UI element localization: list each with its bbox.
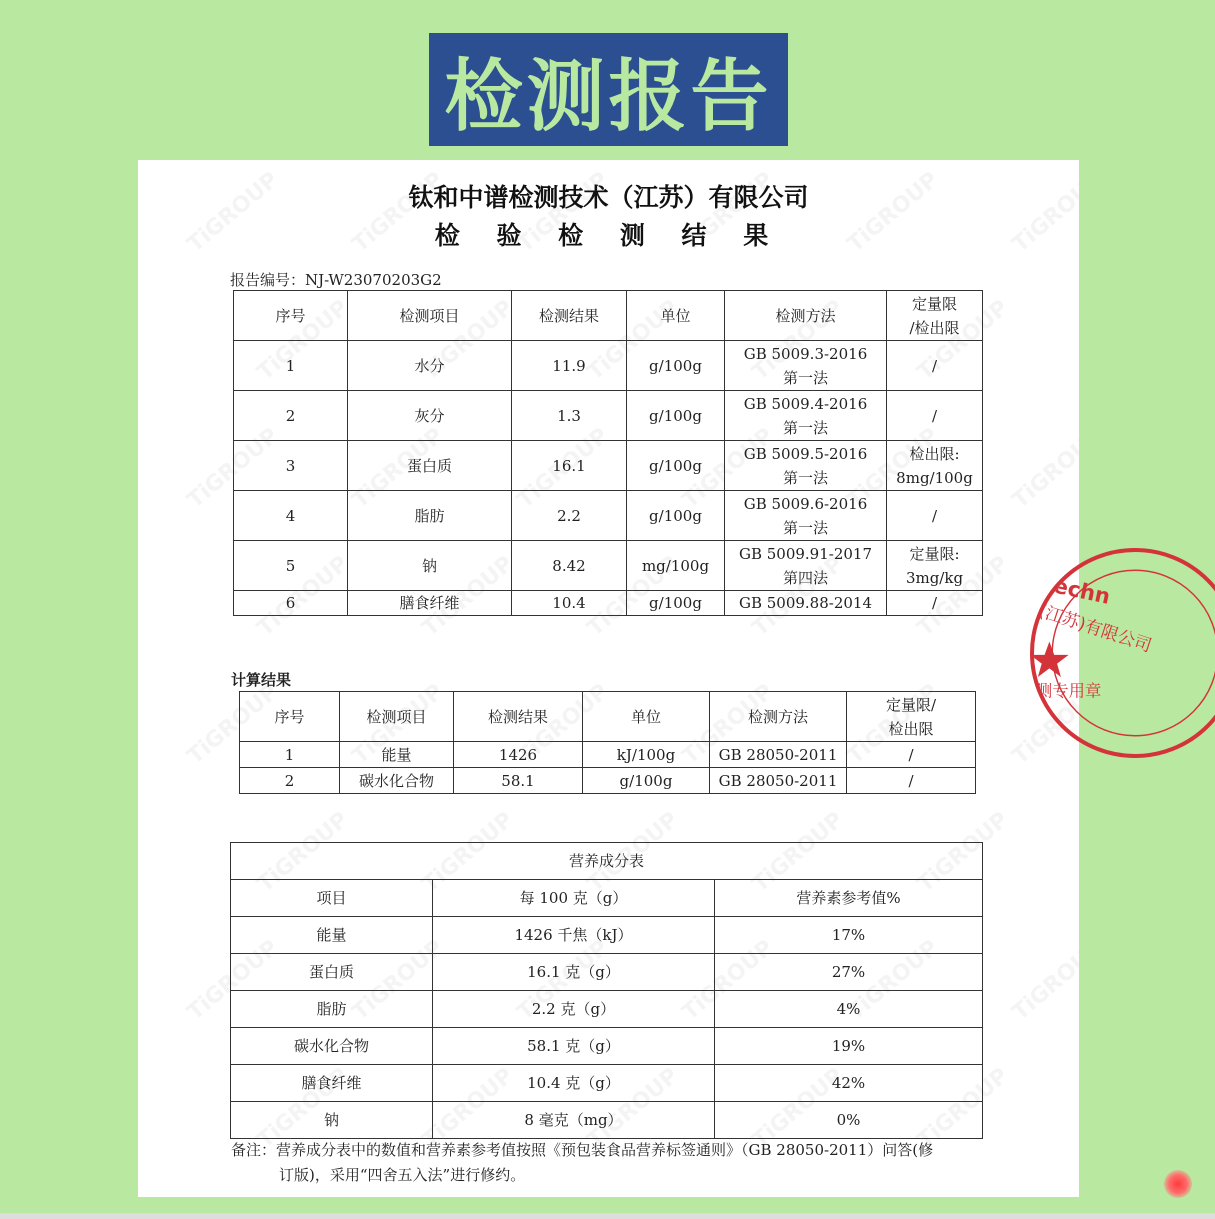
- table-cell: /: [847, 768, 976, 794]
- table-row: [231, 1102, 983, 1139]
- report-number: 报告编号：NJ-W23070203G2: [230, 271, 442, 289]
- table-cell: 4: [234, 491, 348, 541]
- calc-header-row: [240, 692, 976, 742]
- header-cell: 营养素参考值%: [715, 880, 983, 917]
- table-cell: 1: [234, 341, 348, 391]
- table-cell: 膳食纤维: [231, 1065, 433, 1102]
- table-row: [234, 341, 983, 391]
- table-row: [234, 491, 983, 541]
- table-cell: 17%: [715, 917, 983, 954]
- note-line-2: 订版)，采用“四舍五入法”进行修约。: [279, 1166, 526, 1184]
- table-cell: g/100g: [627, 391, 725, 441]
- table-cell: 8.42: [512, 541, 627, 591]
- table-cell: GB 5009.5-2016 第一法: [725, 441, 887, 491]
- calc-results-label: 计算结果: [231, 671, 292, 689]
- nutrition-table: [230, 842, 983, 1139]
- table-cell: 19%: [715, 1028, 983, 1065]
- header-cell: 检测方法: [710, 692, 847, 742]
- table-cell: 6: [234, 591, 348, 616]
- header-cell: 单位: [583, 692, 710, 742]
- header-cell: 检测结果: [454, 692, 583, 742]
- title-banner: [429, 33, 788, 146]
- table-cell: 58.1: [454, 768, 583, 794]
- table-cell: GB 5009.88-2014: [725, 591, 887, 616]
- table-cell: 1.3: [512, 391, 627, 441]
- header-cell: 检测方法: [725, 291, 887, 341]
- header-cell: 检测结果: [512, 291, 627, 341]
- table-cell: GB 5009.4-2016 第一法: [725, 391, 887, 441]
- table-cell: mg/100g: [627, 541, 725, 591]
- table-cell: 检出限: 8mg/100g: [887, 441, 983, 491]
- header-cell: 单位: [627, 291, 725, 341]
- table-cell: 1: [240, 742, 340, 768]
- seal-graphic: [1034, 552, 1215, 754]
- table-cell: /: [887, 591, 983, 616]
- table-cell: 42%: [715, 1065, 983, 1102]
- watermark-logo: [1078, 295, 1079, 385]
- table-cell: 能量: [340, 742, 454, 768]
- table-cell: 10.4: [512, 591, 627, 616]
- watermark-logo: [1078, 1063, 1079, 1153]
- table-cell: GB 5009.3-2016 第一法: [725, 341, 887, 391]
- table-cell: 脂肪: [348, 491, 512, 541]
- table-row: [234, 391, 983, 441]
- table-cell: GB 5009.91-2017 第四法: [725, 541, 887, 591]
- table-row: [231, 991, 983, 1028]
- table-cell: 2.2: [512, 491, 627, 541]
- table-cell: 10.4 克（g）: [433, 1065, 715, 1102]
- table-cell: /: [847, 742, 976, 768]
- table-cell: 灰分: [348, 391, 512, 441]
- table-cell: GB 28050-2011: [710, 768, 847, 794]
- table-cell: 碳水化合物: [340, 768, 454, 794]
- table-cell: /: [887, 491, 983, 541]
- note-line-1: 备注：营养成分表中的数值和营养素参考值按照《预包装食品营养标签通则》（GB 28050-2011）问答(修: [231, 1141, 934, 1159]
- nutrition-caption-row: [231, 843, 983, 880]
- table-cell: 27%: [715, 954, 983, 991]
- table-cell: g/100g: [627, 491, 725, 541]
- header-cell: 序号: [240, 692, 340, 742]
- header-cell: 定量限/ 检出限: [847, 692, 976, 742]
- table-cell: GB 28050-2011: [710, 742, 847, 768]
- nutrition-caption: 营养成分表: [231, 843, 983, 880]
- table-row: [231, 917, 983, 954]
- table-cell: 3: [234, 441, 348, 491]
- watermark-logo: [1008, 935, 1079, 1025]
- table-cell: GB 5009.6-2016 第一法: [725, 491, 887, 541]
- table-cell: 5: [234, 541, 348, 591]
- watermark-logo: [1008, 423, 1079, 513]
- table-cell: g/100g: [627, 591, 725, 616]
- table-cell: kJ/100g: [583, 742, 710, 768]
- table-row: [234, 541, 983, 591]
- table-cell: 16.1: [512, 441, 627, 491]
- bottom-edge: [0, 1213, 1215, 1219]
- table-cell: 58.1 克（g）: [433, 1028, 715, 1065]
- table-cell: g/100g: [627, 341, 725, 391]
- table-cell: 膳食纤维: [348, 591, 512, 616]
- table-cell: 钠: [231, 1102, 433, 1139]
- seal-star-icon: [1034, 641, 1069, 677]
- red-seal-stamp: [1030, 548, 1215, 758]
- header-cell: 检测项目: [348, 291, 512, 341]
- company-name: 钛和中谱检测技术（江苏）有限公司: [408, 183, 809, 212]
- seal-text-mid: (江苏)有限公司: [1036, 601, 1154, 657]
- table-cell: 能量: [231, 917, 433, 954]
- table-cell: 1426: [454, 742, 583, 768]
- table-cell: /: [887, 391, 983, 441]
- table-cell: /: [887, 341, 983, 391]
- remarks-note: [231, 1138, 991, 1188]
- document-title: 检 验 检 测 结 果: [434, 221, 783, 250]
- nutrition-header-row: [231, 880, 983, 917]
- table-row: [234, 591, 983, 616]
- seal-text-top: Techn: [1040, 570, 1113, 609]
- table-cell: 水分: [348, 341, 512, 391]
- table-row: [231, 1028, 983, 1065]
- table-cell: 定量限: 3mg/kg: [887, 541, 983, 591]
- header-cell: 项目: [231, 880, 433, 917]
- results-table: [233, 290, 983, 616]
- table-cell: 11.9: [512, 341, 627, 391]
- table-cell: 脂肪: [231, 991, 433, 1028]
- results-header-row: [234, 291, 983, 341]
- header-cell: 定量限 /检出限: [887, 291, 983, 341]
- table-cell: 2: [240, 768, 340, 794]
- floating-record-dot-icon[interactable]: [1164, 1170, 1192, 1198]
- table-cell: 2.2 克（g）: [433, 991, 715, 1028]
- table-row: [231, 1065, 983, 1102]
- table-cell: g/100g: [627, 441, 725, 491]
- header-cell: 序号: [234, 291, 348, 341]
- table-row: [240, 742, 976, 768]
- table-cell: 钠: [348, 541, 512, 591]
- report-document: [138, 160, 1079, 1197]
- table-cell: 蛋白质: [231, 954, 433, 991]
- table-cell: g/100g: [583, 768, 710, 794]
- table-row: [240, 768, 976, 794]
- table-cell: 1426 千焦（kJ）: [433, 917, 715, 954]
- seal-text-bottom: 测专用章: [1035, 681, 1102, 701]
- watermark-logo: [1078, 807, 1079, 897]
- calc-results-table: [239, 691, 976, 794]
- banner-title: 检测报告: [444, 51, 773, 142]
- table-cell: 碳水化合物: [231, 1028, 433, 1065]
- table-cell: 0%: [715, 1102, 983, 1139]
- table-cell: 蛋白质: [348, 441, 512, 491]
- header-cell: 检测项目: [340, 692, 454, 742]
- table-row: [231, 954, 983, 991]
- table-cell: 16.1 克（g）: [433, 954, 715, 991]
- table-cell: 2: [234, 391, 348, 441]
- table-row: [234, 441, 983, 491]
- table-cell: 8 毫克（mg）: [433, 1102, 715, 1139]
- header-cell: 每 100 克（g）: [433, 880, 715, 917]
- table-cell: 4%: [715, 991, 983, 1028]
